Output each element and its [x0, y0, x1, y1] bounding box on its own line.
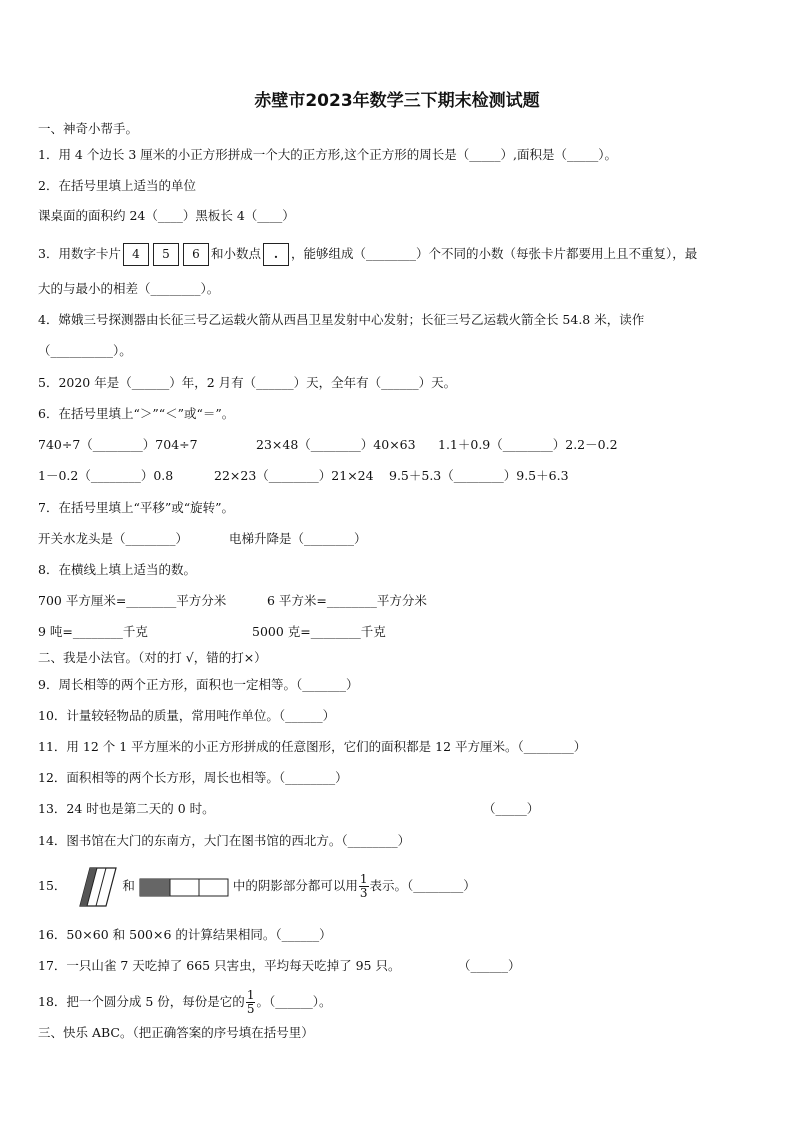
question-9: 9．周长相等的两个正方形，面积也一定相等。（_______）: [38, 677, 359, 692]
digit-card-6: 6: [183, 243, 209, 266]
question-7: 7．在括号里填上“平移”或“旋转”。: [38, 500, 235, 515]
q17-answer-blank: （______）: [458, 958, 521, 973]
q15-suffix: 表示。（________）: [369, 878, 476, 893]
section-1-heading: 一、神奇小帮手。: [38, 121, 139, 136]
q6-compare-6: 9.5＋5.3（________）9.5＋6.3: [389, 468, 569, 483]
shaded-bar-icon: [139, 876, 229, 898]
q15-mid: 中的阴影部分都可以用: [232, 878, 358, 893]
fraction-one-fifth: $\frac{1}{5}$: [246, 988, 255, 1016]
q3-suffix: ，能够组成（________）个不同的小数（每张卡片都要用上且不重复），最: [290, 246, 698, 261]
q6-compare-1: 740÷7（________）704÷7: [38, 437, 198, 452]
decimal-point-card: .: [263, 243, 289, 266]
question-2: 2．在括号里填上适当的单位: [38, 178, 196, 193]
question-17: 17．一只山雀 7 天吃掉了 665 只害虫，平均每天吃掉了 95 只。: [38, 958, 401, 973]
q8-item-2: 6 平方米=________平方分米: [267, 593, 427, 608]
q7-item-1: 开关水龙头是（________）: [38, 531, 189, 546]
q18-suffix: 。（______）。: [256, 994, 332, 1009]
question-4-line-2: （__________）。: [38, 343, 132, 358]
q6-compare-3: 1.1＋0.9（________）2.2－0.2: [438, 437, 618, 452]
digit-card-5: 5: [153, 243, 179, 266]
question-18: [38, 986, 331, 1018]
question-13: 13．24 时也是第二天的 0 时。: [38, 801, 215, 816]
fraction-one-third: $\frac{1}{3}$: [359, 872, 368, 900]
page-title: 赤壁市2023年数学三下期末检测试题: [254, 91, 540, 111]
question-12: 12．面积相等的两个长方形，周长也相等。（________）: [38, 770, 348, 785]
question-11: 11．用 12 个 1 平方厘米的小正方形拼成的任意图形，它们的面积都是 12 平方厘米。（________）: [38, 739, 587, 754]
question-3-line-2: 大的与最小的相差（________）。: [38, 281, 220, 296]
question-2-line: 课桌面的面积约 24（____）黑板长 4（____）: [38, 208, 295, 223]
question-1: 1．用 4 个边长 3 厘米的小正方形拼成一个大的正方形,这个正方形的周长是（_____）,面积是（_____）。: [38, 147, 617, 162]
question-10: 10．计量较轻物品的质量，常用吨作单位。（______）: [38, 708, 336, 723]
question-4: 4．嫦娥三号探测器由长征三号乙运载火箭从西昌卫星发射中心发射；长征三号乙运载火箭全长 54.8 米，读作: [38, 312, 645, 327]
question-14: 14．图书馆在大门的东南方，大门在图书馆的西北方。（________）: [38, 833, 411, 848]
q8-item-1: 700 平方厘米=________平方分米: [38, 593, 227, 608]
question-8: 8．在横线上填上适当的数。: [38, 562, 196, 577]
question-3: [38, 243, 697, 266]
q6-compare-2: 23×48（________）40×63: [256, 437, 416, 452]
question-6: 6．在括号里填上“＞”“＜”或“＝”。: [38, 406, 235, 421]
question-16: 16．50×60 和 500×6 的计算结果相同。（______）: [38, 927, 332, 942]
question-15: [38, 866, 476, 907]
q3-mid: 和小数点: [210, 246, 261, 261]
q18-prefix: 18．把一个圆分成 5 份，每份是它的: [38, 994, 245, 1009]
q13-answer-blank: （_____）: [483, 801, 540, 816]
q3-prefix: 3．用数字卡片: [38, 246, 121, 261]
parallelogram-icon: [70, 867, 118, 907]
q6-compare-4: 1－0.2（________）0.8: [38, 468, 174, 483]
digit-card-4: 4: [123, 243, 149, 266]
q15-and: 和: [122, 878, 135, 893]
q6-compare-5: 22×23（________）21×24: [214, 468, 374, 483]
q7-item-2: 电梯升降是（________）: [229, 531, 367, 546]
q15-label: 15．: [38, 878, 67, 893]
q8-item-3: 9 吨=________千克: [38, 624, 148, 639]
section-3-heading: 三、快乐 ABC。（把正确答案的序号填在括号里）: [38, 1025, 314, 1040]
q8-item-4: 5000 克=________千克: [252, 624, 386, 639]
question-5: 5．2020 年是（______）年，2 月有（______）天，全年有（______）天。: [38, 375, 457, 390]
section-2-heading: 二、我是小法官。（对的打 √，错的打×）: [38, 650, 267, 665]
